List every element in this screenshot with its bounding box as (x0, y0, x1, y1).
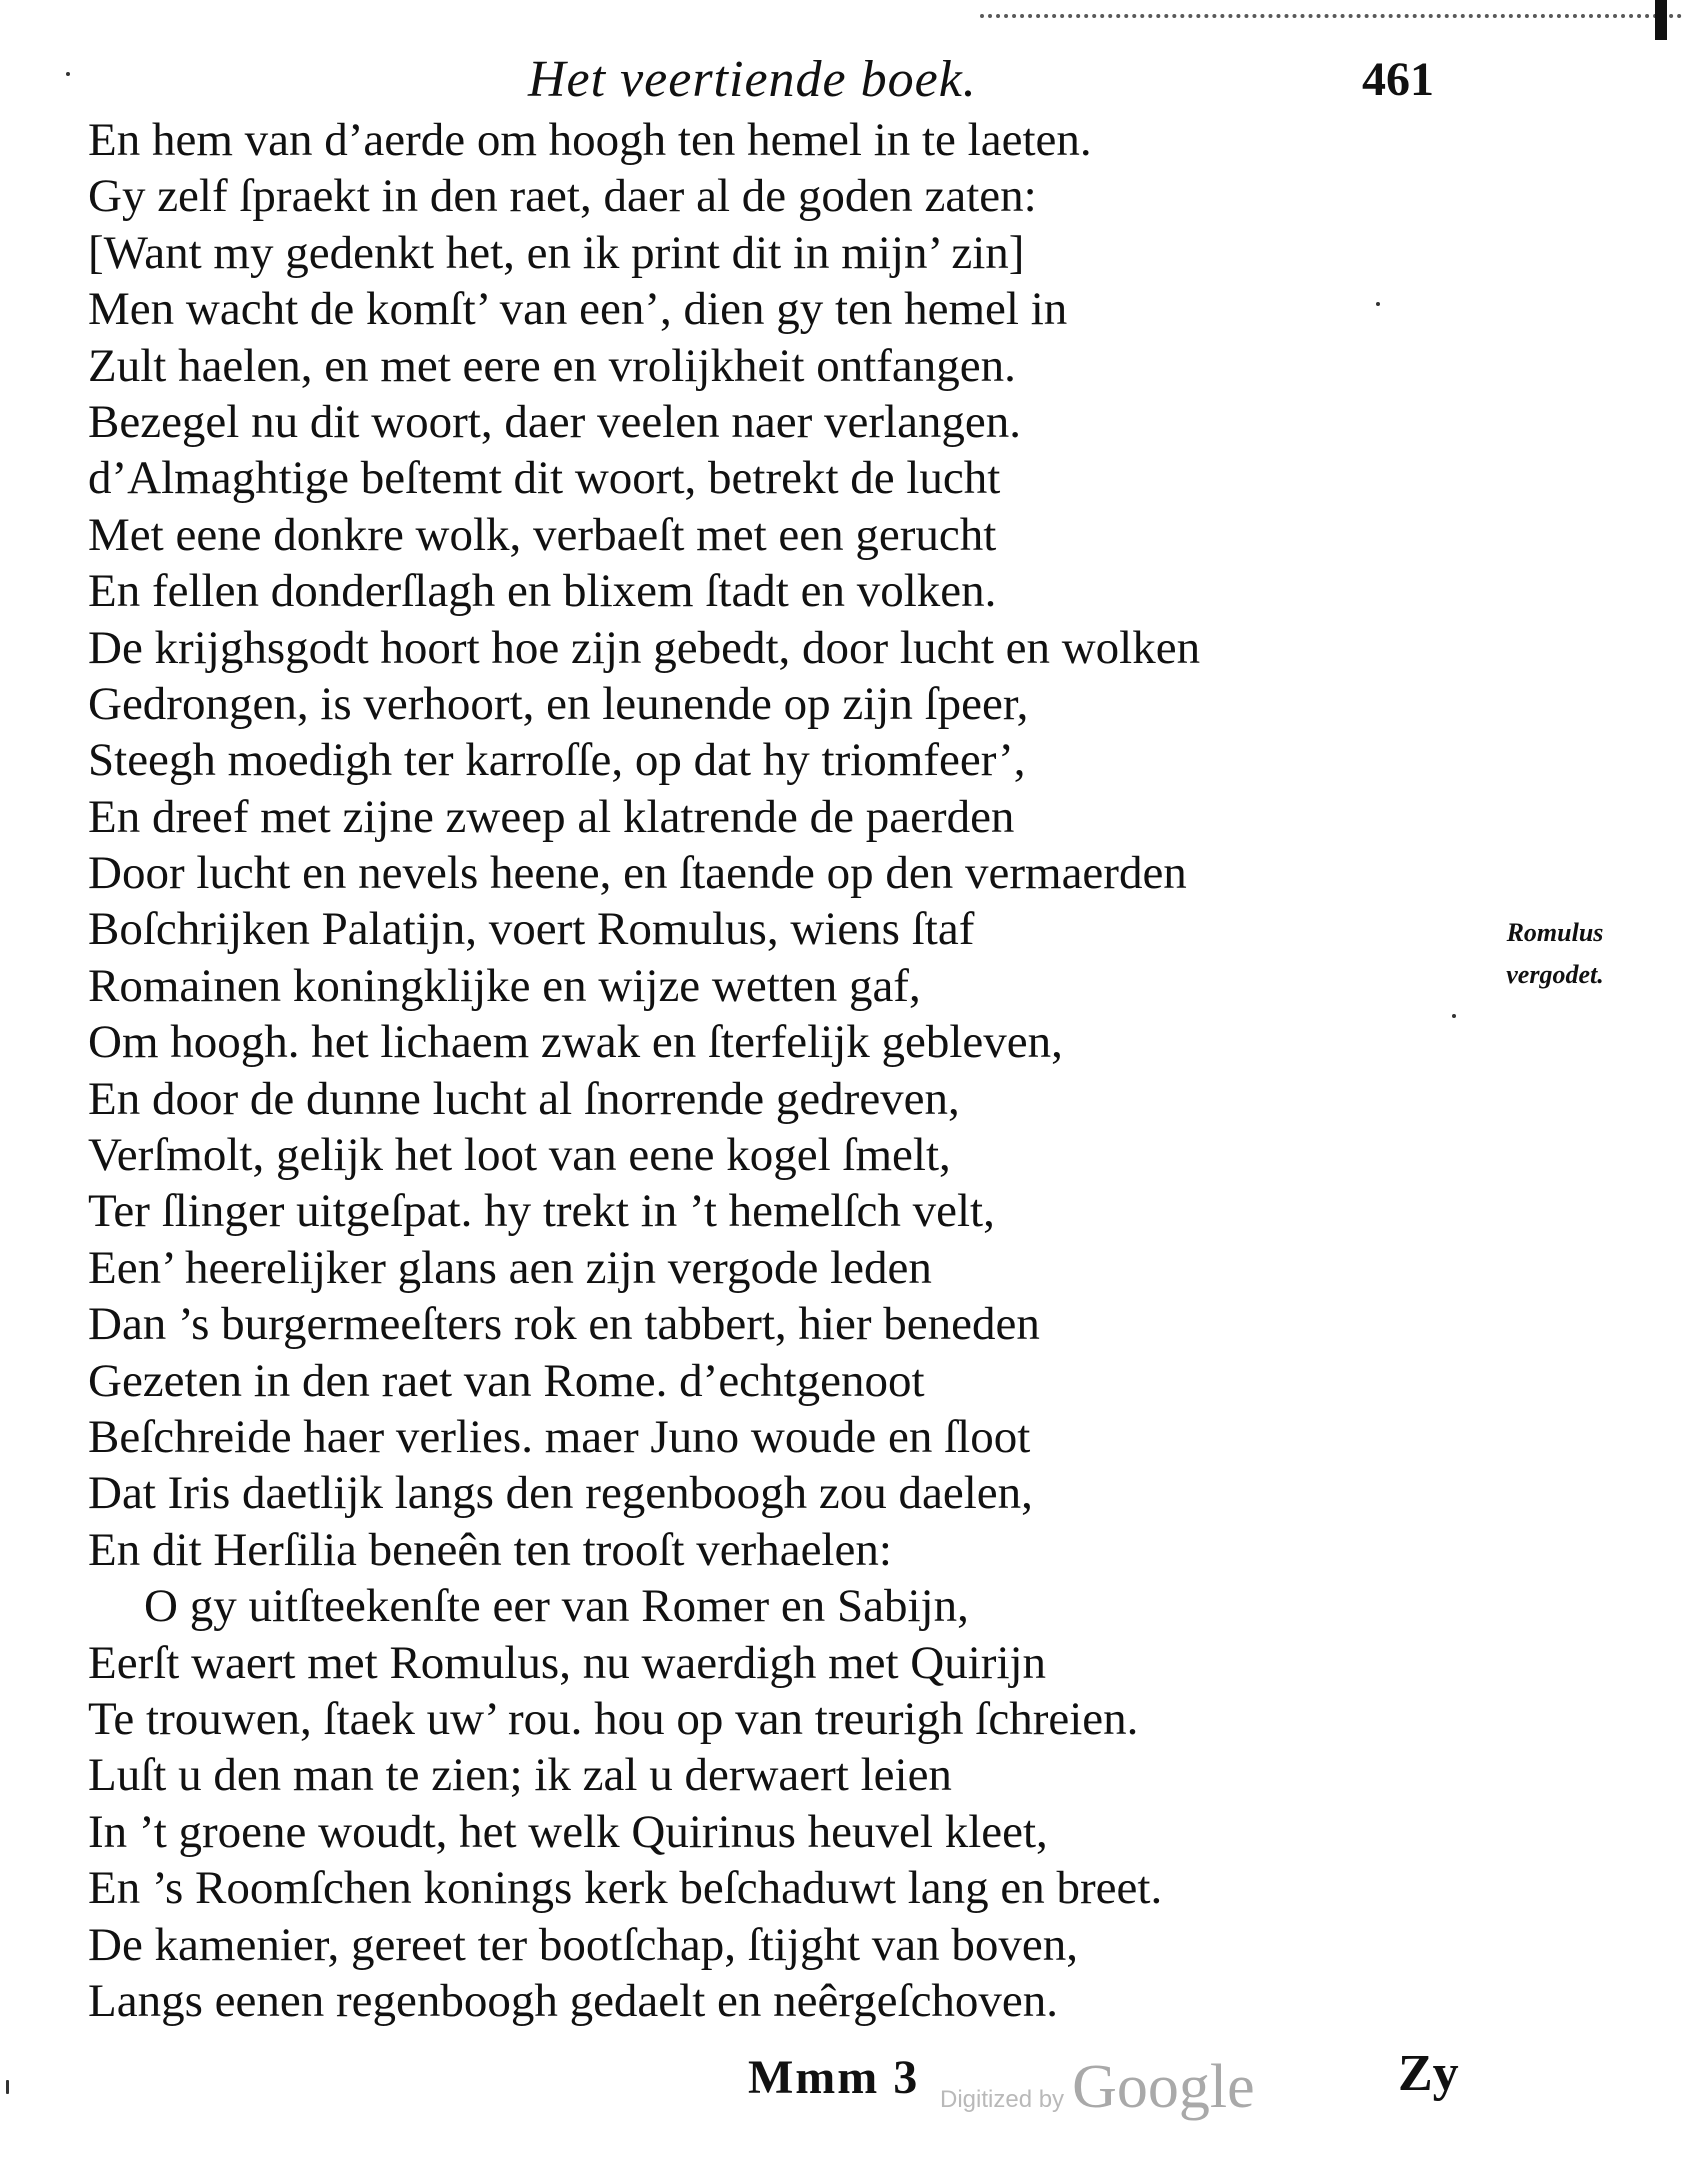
verse-line: En dreef met zijne zweep al klatrende de paerden (88, 790, 1015, 843)
marginal-note-line: vergodet. (1506, 960, 1604, 989)
verse-line: Gezeten in den raet van Rome. d’echtgenoot (88, 1354, 925, 1407)
watermark-prefix: Digitized by (940, 2086, 1065, 2113)
verse-line: En hem van d’aerde om hoogh ten hemel in te laeten. (88, 114, 1092, 166)
digitization-watermark (940, 2052, 1255, 2123)
verse-line: Romainen koningklijke en wijze wetten gaf, (88, 959, 921, 1012)
catchword: Zy (1398, 2045, 1459, 2102)
verse-line: Luſt u den man te zien; ik zal u derwaert leien (88, 1749, 952, 1802)
verse-line: De kamenier, gereet ter bootſchap, ſtijght van boven, (88, 1918, 1078, 1971)
verse-line: In ’t groene woudt, het welk Quirinus heuvel kleet, (88, 1805, 1048, 1858)
verse-line: Te trouwen, ſtaek uw’ rou. hou op van treurigh ſchreien. (88, 1692, 1139, 1745)
verse-line: d’Almaghtige beſtemt dit woort, betrekt de lucht (88, 452, 1001, 505)
signature-mark: Mmm 3 (748, 2051, 920, 2104)
verse-line: Gedrongen, is verhoort, en leunende op zijn ſpeer, (88, 677, 1029, 730)
verse-line: Zult haelen, en met eere en vrolijkheit ontfangen. (88, 339, 1016, 392)
verse-line: Verſmolt, gelijk het loot van eene kogel ſmelt, (88, 1129, 951, 1182)
verse-line: Gy zelf ſpraekt in den raet, daer al de goden zaten: (88, 170, 1037, 223)
running-title: Het veertiende boek. (528, 51, 977, 108)
page-top-edge-ornament (980, 0, 1682, 18)
verse-line: Bezegel nu dit woort, daer veelen naer verlangen. (88, 395, 1022, 448)
verse-line: Langs eenen regenboogh gedaelt en neêrgeſchoven. (88, 1974, 1059, 2027)
verse-line: Ter ſlinger uitgeſpat. hy trekt in ’t hemelſch velt, (88, 1185, 995, 1238)
verse-line: En dit Herſilia beneên ten trooſt verhaelen: (88, 1523, 892, 1576)
verse-line: Eerſt waert met Romulus, nu waerdigh met Quirijn (88, 1636, 1047, 1689)
verse-text-block (88, 112, 1478, 2029)
marginal-note-line: Romulus (1506, 918, 1604, 947)
verse-line: Steegh moedigh ter karroſſe, op dat hy triomfeer’, (88, 734, 1026, 787)
verse-line: Een’ heerelijker glans aen zijn vergode leden (88, 1241, 932, 1294)
speech-opening-line: O gy uitſteekenſte eer van Romer en Sabijn, (144, 1580, 969, 1633)
verse-line: Beſchreide haer verlies. maer Juno woude en ſloot (88, 1410, 1031, 1463)
verse-line: En ’s Roomſchen konings kerk beſchaduwt lang en breet. (88, 1862, 1163, 1915)
page-number: 461 (1362, 53, 1434, 106)
google-logo: Google (1072, 2053, 1255, 2121)
verse-line: Met eene donkre wolk, verbaeſt met een gerucht (88, 508, 997, 561)
page-corner-mark (1655, 0, 1667, 40)
verse-line: En door de dunne lucht al ſnorrende gedreven, (88, 1072, 960, 1125)
verse-line: Om hoogh. het lichaem zwak en ſterfelijk gebleven, (88, 1016, 1063, 1069)
verse-line: Dan ’s burgermeeſters rok en tabbert, hier beneden (88, 1298, 1040, 1351)
verse-line: Door lucht en nevels heene, en ſtaende op den vermaerden (88, 847, 1187, 900)
verse-line: En fellen donderſlagh en blixem ſtadt en volken. (88, 565, 997, 618)
marginal-note (1470, 912, 1640, 996)
verse-line: Men wacht de komſt’ van een’, dien gy ten hemel in (88, 283, 1068, 336)
page-header (0, 44, 1682, 114)
verse-line: [Want my gedenkt het, en ik print dit in mijn’ zin] (88, 226, 1025, 279)
ink-speck (6, 2080, 9, 2094)
verse-line: De krijghsgodt hoort hoe zijn gebedt, door lucht en wolken (88, 621, 1201, 674)
verse-line: Dat Iris daetlijk langs den regenboogh zou daelen, (88, 1467, 1033, 1520)
verse-line: Boſchrijken Palatijn, voert Romulus, wiens ſtaf (88, 903, 975, 956)
